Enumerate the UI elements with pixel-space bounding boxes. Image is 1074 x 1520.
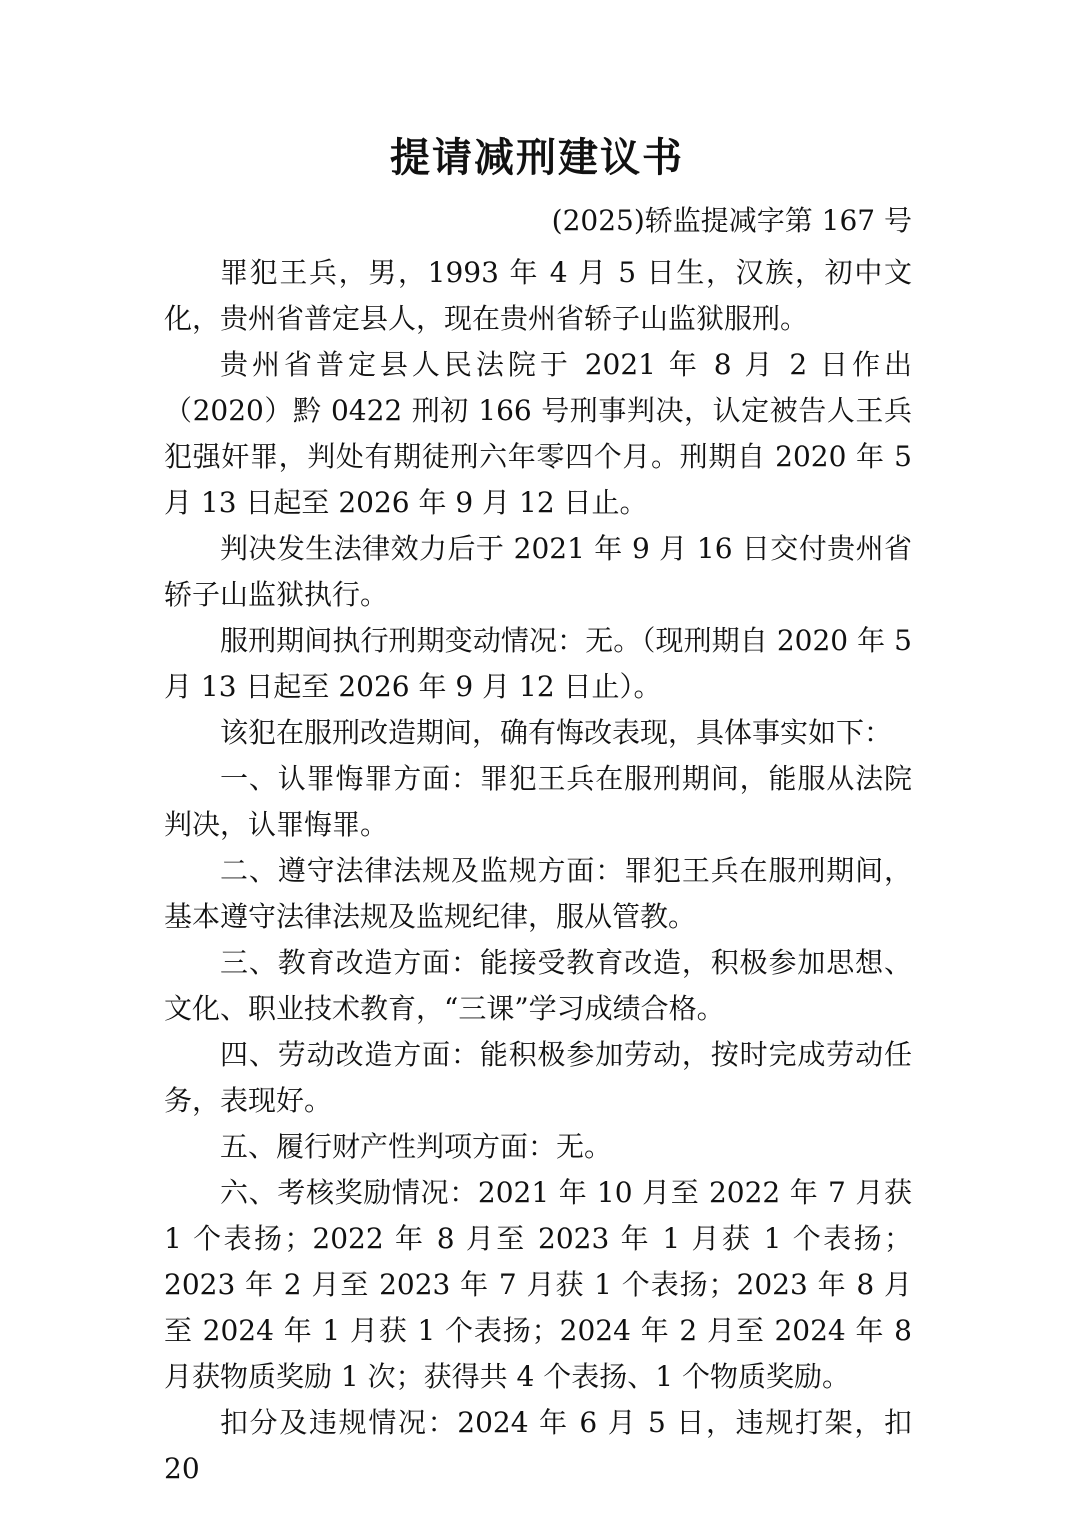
paragraph-item-2: 二、遵守法律法规及监规方面：罪犯王兵在服刑期间，基本遵守法律法规及监规纪律，服从管教。	[164, 854, 912, 933]
paragraph-sentence-changes: 服刑期间执行刑期变动情况：无。（现刑期自 2020 年 5 月 13 日起至 2026 年 9 月 12 日止）。	[164, 624, 912, 703]
paragraph-item-1: 一、认罪悔罪方面：罪犯王兵在服刑期间，能服从法院判决，认罪悔罪。	[164, 762, 912, 841]
paragraph-repentance-intro: 该犯在服刑改造期间，确有悔改表现，具体事实如下：	[220, 716, 893, 749]
paragraph-delivery: 判决发生法律效力后于 2021 年 9 月 16 日交付贵州省轿子山监狱执行。	[164, 532, 912, 611]
paragraph-item-4: 四、劳动改造方面：能积极参加劳动，按时完成劳动任务，表现好。	[164, 1038, 912, 1117]
document-title: 提请减刑建议书	[390, 134, 684, 181]
paragraph-item-6: 六、考核奖励情况：2021 年 10 月至 2022 年 7 月获 1 个表扬；2022 年 8 月至 2023 年 1 月获 1 个表扬；2023 年 2 月至 2023 年 7 月获 1 个表扬；2023 年 8 月至 2024 年 1 月获 1 个表扬；2024 年 2 月至 2024 年 8 月获物质奖励 1 次；获得共 4 个表扬、1 个物质奖励。	[164, 1176, 912, 1393]
paragraph-item-3: 三、教育改造方面：能接受教育改造，积极参加思想、文化、职业技术教育，“三课”学习成绩合格。	[164, 946, 912, 1025]
paragraph-deductions: 扣分及违规情况：2024 年 6 月 5 日，违规打架，扣 20	[164, 1406, 912, 1485]
document-number: (2025)轿监提减字第 167 号	[551, 204, 912, 237]
paragraph-item-5: 五、履行财产性判项方面：无。	[220, 1130, 613, 1163]
document-body	[164, 250, 912, 1492]
paragraph-prisoner-info: 罪犯王兵，男，1993 年 4 月 5 日生，汉族，初中文化，贵州省普定县人，现在贵州省轿子山监狱服刑。	[164, 256, 912, 335]
paragraph-judgment: 贵州省普定县人民法院于 2021 年 8 月 2 日作出（2020）黔 0422 刑初 166 号刑事判决，认定被告人王兵犯强奸罪，判处有期徒刑六年零四个月。刑期自 2020 年 5 月 13 日起至 2026 年 9 月 12 日止。	[164, 348, 912, 519]
